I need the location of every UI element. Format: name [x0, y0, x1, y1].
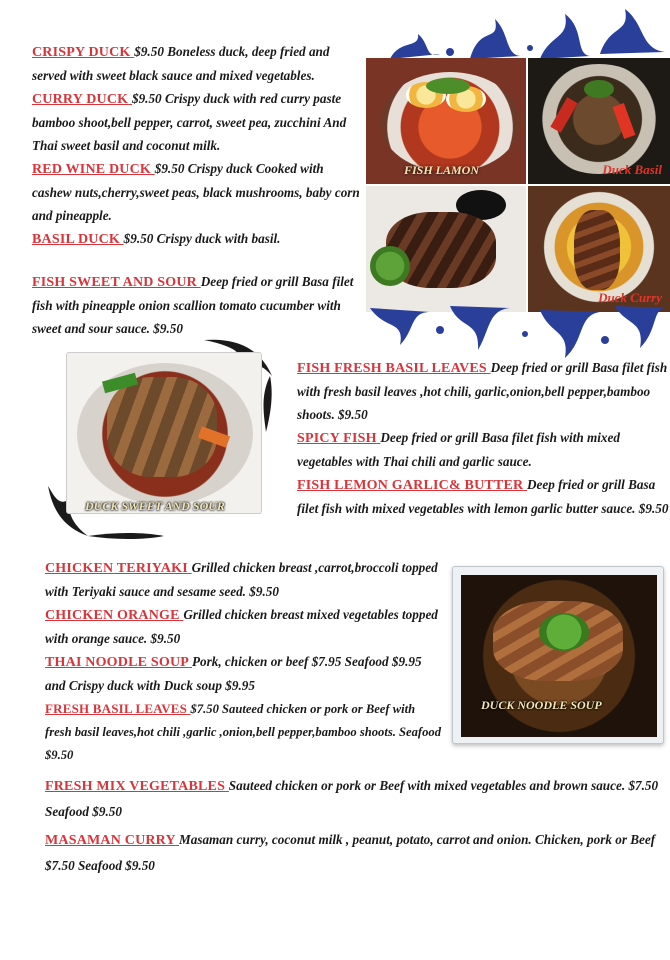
item-name: CURRY DUCK — [32, 92, 129, 107]
item-name: FISH SWEET AND SOUR — [32, 275, 197, 290]
menu-item — [297, 426, 670, 473]
item-name: CRISPY DUCK — [32, 45, 131, 60]
item-desc: Grilled chicken breast mixed vegetables topped with orange sauce. $9.50 — [45, 607, 438, 646]
photo-duck-sweet-sour — [66, 352, 262, 514]
menu-item — [32, 40, 362, 87]
menu-item — [32, 227, 362, 251]
menu-block-chicken — [45, 556, 441, 767]
caption-duck-noodle-soup: DUCK NOODLE SOUP — [481, 698, 602, 712]
item-desc: $9.50 Boneless duck, deep fried and served with sweet black sauce and mixed vegetables. — [32, 44, 330, 83]
item-desc: Masaman curry, coconut milk , peanut, potato, carrot and onion. Chicken, pork or Beef $7.50 Seafood $9.50 — [45, 832, 656, 873]
menu-item — [45, 556, 441, 603]
dish-collage — [366, 58, 670, 312]
photo-duck-noodle-soup — [452, 566, 664, 744]
item-name: RED WINE DUCK — [32, 162, 152, 177]
photo-duck-slices — [366, 186, 526, 312]
item-name: CHICKEN TERIYAKI — [45, 561, 188, 576]
photo-duck-curry — [528, 186, 670, 312]
caption-duck-sweet-sour: DUCK SWEET AND SOUR — [85, 499, 225, 513]
item-name: THAI NOODLE SOUP — [45, 655, 189, 670]
item-desc: Deep fried or grill Basa filet fish with pineapple onion scallion tomato cucumber with sweet and sour sauce. $9.50 — [32, 274, 354, 336]
item-desc: $9.50 Crispy duck Cooked with cashew nuts,cherry,sweet peas, black mushrooms, baby corn and pineapple. — [32, 161, 360, 223]
item-desc: Pork, chicken or beef $7.95 Seafood $9.95 and Crispy duck with Duck soup $9.95 — [45, 654, 422, 693]
item-name: FRESH MIX VEGETABLES — [45, 779, 226, 794]
ornament-collage-bottom-icon — [360, 300, 670, 362]
menu-item — [45, 603, 441, 650]
menu-block-top — [32, 40, 362, 251]
menu-block-fish-sweet — [32, 270, 364, 340]
item-desc: $9.50 Crispy duck with basil. — [123, 231, 281, 246]
item-name: CHICKEN ORANGE — [45, 608, 180, 623]
item-name: FRESH BASIL LEAVES — [45, 701, 188, 716]
menu-item — [32, 157, 362, 227]
item-name: FISH LEMON GARLIC& BUTTER — [297, 478, 524, 493]
item-desc: $7.50 Sauteed chicken or pork or Beef with fresh basil leaves,hot chili ,garlic ,onion,bell pepper,bamboo shoots. Seafood $9.50 — [45, 702, 442, 762]
item-name: BASIL DUCK — [32, 232, 120, 247]
item-desc: Grilled chicken breast ,carrot,broccoli topped with Teriyaki sauce and sesame seed. $9.50 — [45, 560, 438, 599]
caption-duck-basil: Duck Basil — [602, 162, 662, 177]
menu-block-bottom — [45, 773, 670, 878]
menu-item — [32, 87, 362, 157]
menu-item — [297, 473, 670, 520]
item-name: SPICY FISH — [297, 431, 377, 446]
caption-fish-lamon: FISH LAMON — [404, 163, 480, 177]
menu-item — [45, 650, 441, 697]
ornament-top-icon — [380, 4, 670, 66]
item-desc: Sauteed chicken or pork or Beef with mixed vegetables and brown sauce. $7.50 Seafood $9.50 — [45, 778, 659, 819]
menu-item — [32, 270, 364, 340]
menu-block-fish — [297, 356, 670, 520]
item-name: MASAMAN CURRY — [45, 833, 176, 848]
menu-item — [45, 773, 670, 824]
item-desc: Deep fried or grill Basa filet fish with mixed vegetables with Thai chili and garlic sauce. — [297, 430, 620, 469]
item-desc: Deep fried or grill Basa filet fish with fresh basil leaves ,hot chili, garlic,onion,bell pepper,bamboo shoots. $9.50 — [297, 360, 668, 422]
menu-item — [297, 356, 670, 426]
photo-duck-basil — [528, 58, 670, 184]
item-name: FISH FRESH BASIL LEAVES — [297, 361, 487, 376]
photo-fish-lamon — [366, 58, 526, 184]
caption-duck-curry: Duck Curry — [598, 290, 662, 305]
menu-item — [45, 697, 441, 767]
menu-item — [45, 827, 670, 878]
item-desc: $9.50 Crispy duck with red curry paste bamboo shoot,bell pepper, carrot, sweet pea, zucchini And Thai sweet basil and coconut milk. — [32, 91, 347, 153]
item-desc: Deep fried or grill Basa filet fish with mixed vegetables with lemon garlic butter sauce. $9.50 — [297, 477, 669, 516]
